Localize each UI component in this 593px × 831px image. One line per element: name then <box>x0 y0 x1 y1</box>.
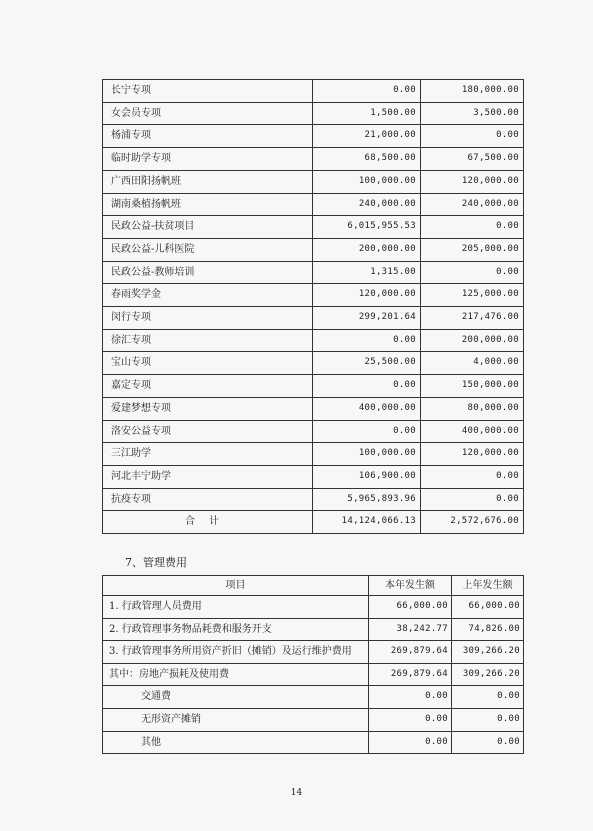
table-row <box>103 284 524 307</box>
current-year-amount: 240,000.00 <box>313 193 421 216</box>
current-year-amount: 269,879.64 <box>369 641 452 664</box>
previous-year-amount: 120,000.00 <box>421 170 524 193</box>
project-name: 洛安公益专项 <box>103 420 313 443</box>
table-row <box>103 102 524 125</box>
previous-year-amount: 125,000.00 <box>421 284 524 307</box>
table-row <box>103 420 524 443</box>
project-name: 长宁专项 <box>103 80 313 103</box>
table-row <box>103 375 524 398</box>
project-name: 爱建梦想专项 <box>103 397 313 420</box>
previous-year-amount: 67,500.00 <box>421 148 524 171</box>
project-name: 宝山专项 <box>103 352 313 375</box>
current-year-amount: 6,015,955.53 <box>313 216 421 239</box>
current-year-amount: 0.00 <box>369 686 452 709</box>
project-name: 三江助学 <box>103 443 313 466</box>
previous-year-amount: 309,266.20 <box>452 663 524 686</box>
project-name: 春雨奖学金 <box>103 284 313 307</box>
table-row <box>103 488 524 511</box>
expense-item: 无形资产摊销 <box>103 708 369 731</box>
project-expense-table <box>102 79 524 534</box>
previous-year-amount: 80,000.00 <box>421 397 524 420</box>
previous-year-amount: 205,000.00 <box>421 238 524 261</box>
previous-year-amount: 3,500.00 <box>421 102 524 125</box>
table-row <box>103 148 524 171</box>
current-year-amount: 1,500.00 <box>313 102 421 125</box>
current-year-amount: 25,500.00 <box>313 352 421 375</box>
previous-year-amount: 0.00 <box>421 261 524 284</box>
total-label: 合计 <box>103 511 313 534</box>
current-year-amount: 1,315.00 <box>313 261 421 284</box>
previous-year-amount: 217,476.00 <box>421 307 524 330</box>
current-year-amount: 0.00 <box>313 80 421 103</box>
project-name: 徐汇专项 <box>103 329 313 352</box>
project-name: 民政公益-扶贫项目 <box>103 216 313 239</box>
previous-year-amount: 0.00 <box>421 216 524 239</box>
previous-year-amount: 0.00 <box>452 708 524 731</box>
project-name: 杨浦专项 <box>103 125 313 148</box>
header-previous-year: 上年发生额 <box>452 576 524 596</box>
table-row <box>103 708 524 731</box>
table-row <box>103 686 524 709</box>
current-year-amount: 0.00 <box>313 375 421 398</box>
expense-item: 2. 行政管理事务物品耗费和服务开支 <box>103 618 369 641</box>
previous-year-amount: 240,000.00 <box>421 193 524 216</box>
previous-year-amount: 4,000.00 <box>421 352 524 375</box>
total-previous-year: 2,572,676.00 <box>421 511 524 534</box>
expense-item: 3. 行政管理事务所用资产折旧（摊销）及运行维护费用 <box>103 641 369 664</box>
current-year-amount: 0.00 <box>369 731 452 754</box>
total-row <box>103 511 524 534</box>
current-year-amount: 269,879.64 <box>369 663 452 686</box>
previous-year-amount: 150,000.00 <box>421 375 524 398</box>
previous-year-amount: 0.00 <box>421 465 524 488</box>
table-row <box>103 261 524 284</box>
table-row <box>103 329 524 352</box>
current-year-amount: 106,900.00 <box>313 465 421 488</box>
table-row <box>103 641 524 664</box>
previous-year-amount: 400,000.00 <box>421 420 524 443</box>
table-row <box>103 618 524 641</box>
project-name: 临时助学专项 <box>103 148 313 171</box>
table-row <box>103 596 524 619</box>
header-item: 项目 <box>103 576 369 596</box>
table-row <box>103 80 524 103</box>
project-name: 闵行专项 <box>103 307 313 330</box>
previous-year-amount: 0.00 <box>452 731 524 754</box>
current-year-amount: 100,000.00 <box>313 170 421 193</box>
previous-year-amount: 120,000.00 <box>421 443 524 466</box>
table-row <box>103 125 524 148</box>
current-year-amount: 100,000.00 <box>313 443 421 466</box>
current-year-amount: 5,965,893.96 <box>313 488 421 511</box>
current-year-amount: 21,000.00 <box>313 125 421 148</box>
project-name: 抗疫专项 <box>103 488 313 511</box>
project-expense-table-body <box>103 80 524 534</box>
table-row <box>103 663 524 686</box>
project-name: 民政公益-儿科医院 <box>103 238 313 261</box>
header-current-year: 本年发生额 <box>369 576 452 596</box>
expense-item: 1. 行政管理人员费用 <box>103 596 369 619</box>
expense-item: 其中：房地产损耗及使用费 <box>103 663 369 686</box>
table-row <box>103 193 524 216</box>
table-row <box>103 307 524 330</box>
previous-year-amount: 180,000.00 <box>421 80 524 103</box>
project-name: 广西田阳扬帆班 <box>103 170 313 193</box>
expense-item: 其他 <box>103 731 369 754</box>
previous-year-amount: 66,000.00 <box>452 596 524 619</box>
current-year-amount: 66,000.00 <box>369 596 452 619</box>
current-year-amount: 299,201.64 <box>313 307 421 330</box>
current-year-amount: 120,000.00 <box>313 284 421 307</box>
project-name: 嘉定专项 <box>103 375 313 398</box>
project-name: 河北丰宁助学 <box>103 465 313 488</box>
previous-year-amount: 0.00 <box>421 488 524 511</box>
previous-year-amount: 200,000.00 <box>421 329 524 352</box>
total-current-year: 14,124,066.13 <box>313 511 421 534</box>
page-number: 14 <box>290 788 303 798</box>
current-year-amount: 400,000.00 <box>313 397 421 420</box>
expense-item: 交通费 <box>103 686 369 709</box>
table-row <box>103 443 524 466</box>
current-year-amount: 68,500.00 <box>313 148 421 171</box>
project-name: 民政公益-教师培训 <box>103 261 313 284</box>
management-expense-table <box>102 575 524 754</box>
previous-year-amount: 74,826.00 <box>452 618 524 641</box>
management-expense-table-body <box>103 596 524 754</box>
current-year-amount: 200,000.00 <box>313 238 421 261</box>
table-row <box>103 238 524 261</box>
current-year-amount: 38,242.77 <box>369 618 452 641</box>
table-row <box>103 731 524 754</box>
current-year-amount: 0.00 <box>313 329 421 352</box>
project-name: 湖南桑植扬帆班 <box>103 193 313 216</box>
current-year-amount: 0.00 <box>313 420 421 443</box>
table-header-row <box>103 576 524 596</box>
project-name: 女会员专项 <box>103 102 313 125</box>
table-row <box>103 465 524 488</box>
current-year-amount: 0.00 <box>369 708 452 731</box>
table-row <box>103 216 524 239</box>
previous-year-amount: 0.00 <box>452 686 524 709</box>
previous-year-amount: 0.00 <box>421 125 524 148</box>
table-row <box>103 352 524 375</box>
previous-year-amount: 309,266.20 <box>452 641 524 664</box>
table-row <box>103 397 524 420</box>
section-title-management-expenses: 7、管理费用 <box>125 556 187 569</box>
table-row <box>103 170 524 193</box>
